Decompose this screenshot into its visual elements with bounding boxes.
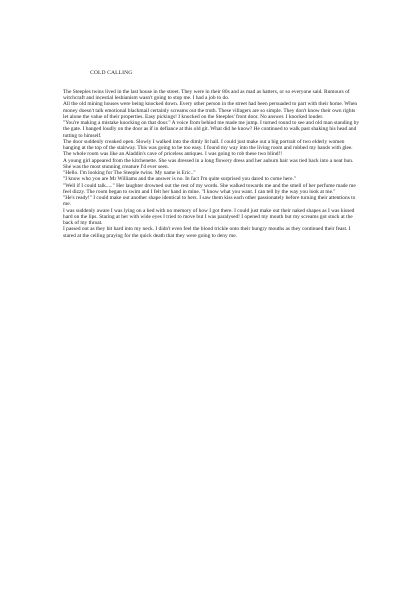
paragraph: A young girl appeared from the kitchenette. She was dressed in a long flowery dress and her auburn hair was tied back into a neat bun. She was the most stunning creature I'd ever seen.: [63, 157, 354, 170]
paragraph: "You're making a mistake knocking on that door." A voice from behind me made me jump. I turned round to see and old man standing by the gate. I banged loudly on the door as if in defiance at this old git. What did he know? He continued to walk past shaking his head and tutting to himself.: [63, 120, 360, 139]
title-spacer: [63, 76, 359, 89]
paragraph: The door suddenly creaked open. Slowly I walked into the dimly lit hall. I could just make out a big portrait of two elderly women hanging at the top of the stairway. This was going to be too easy. I found my way into the living room and rubbed my hands with glee. The whole room was like an Aladdin's cave of priceless antiques. I was going to rob these two blind!!: [63, 138, 353, 158]
paragraph: "I know who you are Mr Williams and the answer is no. In fact I'm quite surprised you dared to come here.": [63, 176, 297, 183]
paragraph: I passed out as they bit hard into my neck. I didn't even feel the blood trickle onto their hungry mouths as they continued their feast. I stared at the ceiling praying for the quick death that they were going to deny me.: [63, 226, 351, 239]
story-title: COLD CALLING: [90, 70, 133, 76]
paragraph: I was suddenly aware I was lying on a bed with no memory of how I got there. I could just make out their naked shapes as I was kissed hard on the lips. Staring at her with wide eyes I tried to move but I was paralysed! I opened my mouth but my screams got stuck at the back of my throat.: [63, 207, 355, 226]
paragraph: "Hello. I'm looking for The Steeple twins. My name is Eric..": [63, 170, 196, 176]
story-body: [63, 70, 359, 239]
paragraph: "He's ready!" I could make out another shape identical to hers. I saw them kiss each other passionately before turning their attentions to me.: [63, 195, 356, 208]
paragraph: "Well if I could talk....." Her laughter drowned out the rest of my words. She walked towards me and the smell of her perfume made me feel dizzy. The room began to swim and I felt her hand in mine. "I know what you want. I can tell by the way you look at me.": [63, 182, 356, 195]
paragraph: The Steeples twins lived in the last house in the street. They were in their 80s and as mad as hatters, or so everyone said. Rumours of witchcraft and incestial lesbianism wasn't going to stop me. I had a job to do.: [63, 88, 350, 101]
paragraph: All the old mining houses were being knocked down. Every other person in the street had been persuaded to part with their home. When money doesn't talk emotional blackmail certainly screams out the truth. These villagers are so simple. They don't know their own rights let alone the value of their properties. Easy pickings! I knocked on the Steeples' front door. No answer. I knocked louder.: [63, 101, 358, 120]
